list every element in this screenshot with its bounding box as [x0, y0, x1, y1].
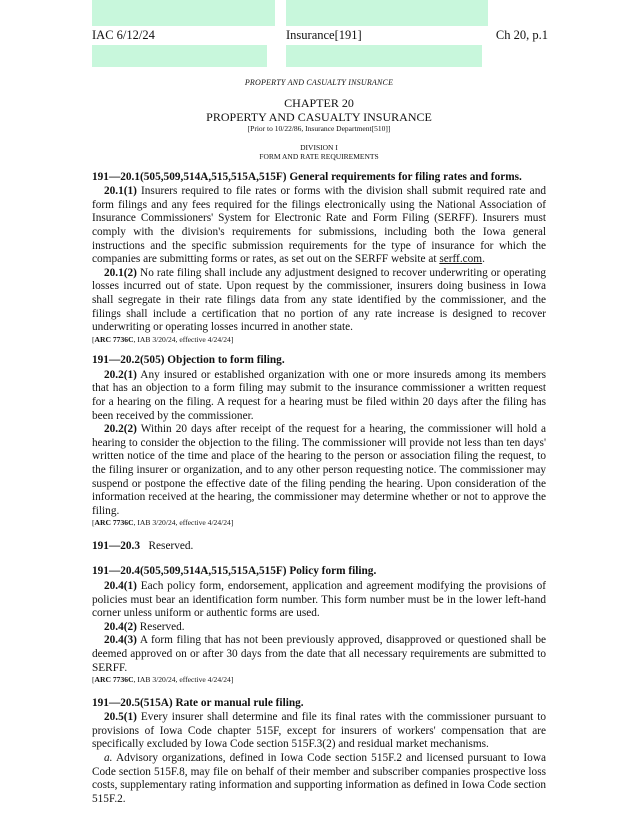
para-num: 20.1(1) [104, 185, 137, 198]
para-num: 20.2(1) [104, 368, 137, 381]
para-text: Each policy form, endorsement, application and agreement modifying the provisions of policies must bear an identification form number. This form number must be in the lower left-hand corner unless uniform or authentic forms are used. [92, 580, 546, 620]
division-number: DIVISION I [300, 142, 338, 152]
chapter-title: PROPERTY AND CASUALTY INSURANCE [206, 109, 432, 124]
arc-number: ARC 7736C [94, 334, 134, 344]
rule-heading-20-4: 191—20.4(505,509,514A,515,515A,515F) Policy form filing. [92, 565, 377, 578]
paragraph-20-1-1 [92, 185, 546, 267]
paragraph-20-2-2 [92, 423, 546, 518]
para-text: Every insurer shall determine and file its final rates with the commissioner pursuant to provisions of Iowa Code chapter 515F, except for insurers of workers' compensation that are specifically excluded by Iowa Code section 515F.3(2) and residual market mechanisms. [92, 711, 546, 751]
para-text: No rate filing shall include any adjustment designed to recover underwriting or operating losses incurred out of state. Upon request by the commissioner, insurers doing business in Iowa shall segregate in their rate filings data from any state identified by the commissioner, and the filings shall include a certification that no portion of any rate increase is designed to recover underwriting or operating losses incurred in another state. [92, 266, 546, 334]
para-text: Advisory organizations, defined in Iowa Code section 515F.2 and licensed pursuant to Iowa Code section 515F.8, may file on behalf of their member and subscriber companies prospective loss costs, supplementary rating information and supporting information as defined in Iowa Code section 515F.2. [92, 752, 546, 805]
header-left: IAC 6/12/24 [92, 28, 155, 42]
paragraph-20-4-1 [92, 580, 546, 621]
para-num: 20.4(2) [104, 620, 137, 633]
history-note-20-1: [ARC 7736C, IAB 3/20/24, effective 4/24/24] [92, 334, 234, 344]
para-text: Within 20 days after receipt of the request for a hearing, the commissioner will hold a hearing to consider the objection to the filing. The commissioner will provide not less than ten days' written notice of the time and place of the hearing to the person or association filing the request, to the filing insurer or organization, and to any other person requesting notice. The commissioner may suspend or postpone the effective date of the filing pending the hearing. Upon consideration of the information received at the hearing, the commissioner may determine whether or not to approve the filing. [92, 423, 546, 517]
para-end: . [482, 253, 485, 266]
para-text: Any insured or established organization with one or more insureds among its members that has an objection to a form filing may submit to the insurance commissioner a written request for a hearing on the filing. A request for a hearing must be filed within 20 days after the filing has been received by the commissioner. [92, 368, 546, 422]
rule-heading-20-3 [92, 540, 546, 554]
paragraph-20-2-1 [92, 369, 546, 423]
paragraph-20-4-3 [92, 634, 546, 675]
chapter-prior-note: [Prior to 10/22/86, Insurance Department[510]] [247, 123, 391, 133]
rule-heading-20-5: 191—20.5(515A) Rate or manual rule filing. [92, 696, 304, 709]
para-num: 20.5(1) [104, 711, 137, 724]
rule-number: 191—20.3 [92, 539, 141, 552]
highlight-box-top-center [286, 0, 488, 26]
history-text: , IAB 3/20/24, effective 4/24/24] [133, 334, 234, 344]
paragraph-20-5-1-a [92, 752, 546, 806]
history-note-20-4: [ARC 7736C, IAB 3/20/24, effective 4/24/24] [92, 675, 234, 685]
history-text: , IAB 3/20/24, effective 4/24/24] [133, 518, 234, 528]
para-text: Insurers required to file rates or forms with the division shall submit required rate and form filings and any fees required for the filings electronically using the National Association of Insurance Commissioners' System for Electronic Rate and Form Filing (SERFF). Insurers must comply with the division's requirements for submissions, including both the Iowa general instructions and the specific submission requirements for the type of insurance for which the companies are submitting forms or rates, as set out on the SERFF website at [92, 185, 546, 266]
para-text: Reserved. [136, 620, 185, 633]
header-right: Ch 20, p.1 [495, 28, 548, 42]
header-center: Insurance[191] [286, 28, 362, 42]
highlight-box-mid-left [92, 45, 267, 67]
para-num: 20.2(2) [104, 423, 137, 436]
division-title: FORM AND RATE REQUIREMENTS [259, 151, 379, 161]
highlight-box-top-left [92, 0, 275, 26]
rule-heading-20-1: 191—20.1(505,509,514A,515,515A,515F) General requirements for filing rates and forms. [92, 170, 522, 183]
arc-number: ARC 7736C [94, 518, 134, 528]
rule-heading-20-2: 191—20.2(505) Objection to form filing. [92, 354, 285, 367]
arc-number: ARC 7736C [94, 675, 134, 685]
paragraph-20-5-1 [92, 711, 546, 752]
paragraph-20-4-2 [92, 621, 546, 635]
para-num: 20.4(1) [104, 580, 137, 593]
para-text: A form filing that has not been previously approved, disapproved or questioned shall be deemed approved on or after 30 days from the date that all necessary requirements are submitted to SERFF. [92, 634, 546, 674]
serff-link[interactable]: serff.com [439, 253, 483, 266]
para-label: a. [104, 752, 113, 765]
highlight-box-mid-center [286, 45, 482, 67]
para-num: 20.4(3) [104, 634, 137, 647]
document-body [92, 76, 546, 806]
chapter-number: CHAPTER 20 [284, 95, 354, 110]
history-text: , IAB 3/20/24, effective 4/24/24] [133, 675, 234, 685]
reserved-text: Reserved. [148, 539, 194, 552]
paragraph-20-1-2 [92, 267, 546, 335]
history-note-20-2: [ARC 7736C, IAB 3/20/24, effective 4/24/24] [92, 518, 234, 528]
doc-subtitle: PROPERTY AND CASUALTY INSURANCE [244, 78, 394, 87]
para-num: 20.1(2) [104, 266, 137, 279]
